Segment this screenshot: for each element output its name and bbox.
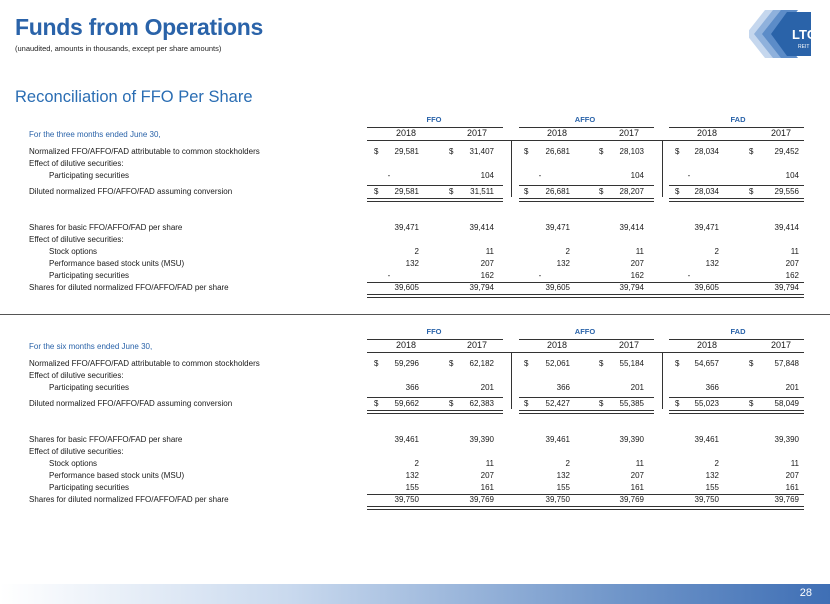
cell-value: 31,407 [469, 147, 494, 156]
period-label: For the six months ended June 30, [29, 342, 153, 351]
cell-value: 39,461 [694, 435, 719, 444]
cell-value: 62,182 [469, 359, 494, 368]
cell-value: 11 [635, 247, 644, 256]
year-header: 2017 [466, 128, 488, 138]
year-header: 2017 [466, 340, 488, 350]
cell-value: 366 [705, 383, 719, 392]
currency-symbol: $ [749, 187, 754, 196]
cell-value: 39,769 [774, 495, 799, 504]
section-separator [0, 314, 830, 315]
currency-symbol: $ [599, 359, 604, 368]
year-header: 2018 [696, 340, 718, 350]
cell-value: 62,383 [469, 399, 494, 408]
table-row [29, 159, 804, 170]
cell-value: 39,471 [694, 223, 719, 232]
total-double-rule [367, 198, 503, 202]
cell-value: 52,061 [545, 359, 570, 368]
subtotal-rule [519, 397, 654, 398]
total-double-rule [669, 410, 804, 414]
currency-symbol: $ [374, 359, 379, 368]
cell-value: 52,427 [545, 399, 570, 408]
currency-symbol: $ [599, 399, 604, 408]
subtotal-rule [669, 397, 804, 398]
cell-value: 162 [480, 271, 494, 280]
currency-symbol: $ [374, 187, 379, 196]
cell-value: 58,049 [774, 399, 799, 408]
group-header: FFO [426, 327, 442, 336]
cell-value: 11 [635, 459, 644, 468]
total-double-rule [367, 506, 804, 510]
cell-value: 162 [630, 271, 644, 280]
row-label: Normalized FFO/AFFO/FAD attributable to common stockholders [29, 359, 260, 368]
cell-value: 39,414 [774, 223, 799, 232]
row-label: Participating securities [49, 383, 130, 392]
cell-value: 39,471 [545, 223, 570, 232]
year-header: 2017 [770, 340, 792, 350]
page-subtitle: (unaudited, amounts in thousands, except per share amounts) [15, 44, 222, 53]
currency-symbol: $ [524, 399, 529, 408]
group-header: FAD [730, 327, 746, 336]
year-header: 2017 [618, 128, 640, 138]
year-underline [367, 352, 804, 353]
cell-value: - [387, 171, 391, 180]
subtotal-rule [669, 185, 804, 186]
cell-value: 132 [556, 471, 570, 480]
currency-symbol: $ [449, 399, 454, 408]
cell-value: 132 [405, 471, 419, 480]
cell-value: 207 [630, 471, 644, 480]
section-title: Reconciliation of FFO Per Share [15, 88, 253, 106]
currency-symbol: $ [449, 359, 454, 368]
cell-value: 207 [480, 259, 494, 268]
cell-value: 29,581 [394, 147, 419, 156]
cell-value: 201 [630, 383, 644, 392]
table-row [29, 371, 804, 382]
currency-symbol: $ [599, 187, 604, 196]
currency-symbol: $ [749, 359, 754, 368]
table-row [29, 359, 804, 370]
cell-value: 39,461 [545, 435, 570, 444]
total-double-rule [367, 294, 804, 298]
year-header: 2018 [395, 340, 417, 350]
cell-value: 59,296 [394, 359, 419, 368]
cell-value: 55,023 [694, 399, 719, 408]
subtotal-rule [367, 185, 503, 186]
year-header: 2018 [696, 128, 718, 138]
cell-value: 26,681 [545, 187, 570, 196]
cell-value: 39,390 [774, 435, 799, 444]
year-underline [367, 140, 804, 141]
cell-value: 11 [485, 247, 494, 256]
cell-value: 29,452 [774, 147, 799, 156]
cell-value: 31,511 [470, 187, 494, 196]
ltc-reit-logo [749, 6, 815, 62]
cell-value: 207 [630, 259, 644, 268]
cell-value: 104 [785, 171, 799, 180]
cell-value: 28,034 [694, 147, 719, 156]
period-label: For the three months ended June 30, [29, 130, 161, 139]
cell-value: 39,794 [774, 283, 799, 292]
cell-value: 39,605 [545, 283, 570, 292]
row-label: Normalized FFO/AFFO/FAD attributable to common stockholders [29, 147, 260, 156]
table-row [29, 399, 804, 410]
cell-value: 55,385 [619, 399, 644, 408]
row-label: Effect of dilutive securities: [29, 235, 124, 244]
subtotal-rule [519, 185, 654, 186]
row-label: Participating securities [49, 483, 130, 492]
page-number: 28 [799, 587, 812, 599]
cell-value: - [538, 171, 542, 180]
row-label: Shares for diluted normalized FFO/AFFO/FAD per share [29, 495, 229, 504]
row-label: Shares for basic FFO/AFFO/FAD per share [29, 223, 183, 232]
cell-value: 366 [556, 383, 570, 392]
table-row [29, 235, 804, 246]
cell-value: 366 [405, 383, 419, 392]
group-header: AFFO [574, 115, 596, 124]
cell-value: 39,769 [619, 495, 644, 504]
year-header: 2017 [770, 128, 792, 138]
year-header: 2018 [395, 128, 417, 138]
cell-value: - [387, 271, 391, 280]
row-label: Diluted normalized FFO/AFFO/FAD assuming conversion [29, 187, 233, 196]
cell-value: 28,103 [619, 147, 644, 156]
cell-value: 39,390 [469, 435, 494, 444]
currency-symbol: $ [675, 147, 680, 156]
cell-value: 104 [480, 171, 494, 180]
cell-value: 39,794 [469, 283, 494, 292]
cell-value: - [538, 271, 542, 280]
currency-symbol: $ [675, 399, 680, 408]
currency-symbol: $ [749, 147, 754, 156]
cell-value: 207 [785, 259, 799, 268]
cell-value: 207 [785, 471, 799, 480]
currency-symbol: $ [374, 399, 379, 408]
footer-bar [0, 584, 830, 604]
group-header: FAD [730, 115, 746, 124]
cell-value: 2 [414, 247, 419, 256]
currency-symbol: $ [449, 187, 454, 196]
currency-symbol: $ [524, 147, 529, 156]
row-label: Effect of dilutive securities: [29, 159, 124, 168]
cell-value: 2 [714, 247, 719, 256]
cell-value: 161 [480, 483, 494, 492]
cell-value: 2 [565, 247, 570, 256]
cell-value: 39,461 [394, 435, 419, 444]
table-row [29, 483, 804, 494]
cell-value: 2 [414, 459, 419, 468]
ltc-logo-icon [749, 6, 815, 62]
cell-value: 26,681 [545, 147, 570, 156]
cell-value: 201 [480, 383, 494, 392]
total-double-rule [669, 198, 804, 202]
row-label: Participating securities [49, 171, 130, 180]
table-row [29, 187, 804, 198]
cell-value: 161 [630, 483, 644, 492]
currency-symbol: $ [524, 187, 529, 196]
cell-value: 57,848 [774, 359, 799, 368]
subtotal-rule [367, 494, 804, 495]
currency-symbol: $ [599, 147, 604, 156]
cell-value: 39,769 [469, 495, 494, 504]
table-row [29, 247, 804, 258]
cell-value: 104 [630, 171, 644, 180]
cell-value: 207 [480, 471, 494, 480]
group-header: AFFO [574, 327, 596, 336]
logo-text: LTC [792, 27, 815, 42]
cell-value: 39,605 [394, 283, 419, 292]
total-double-rule [519, 410, 654, 414]
cell-value: 39,414 [619, 223, 644, 232]
table-row [29, 435, 804, 446]
cell-value: 39,414 [469, 223, 494, 232]
table-row [29, 259, 804, 270]
year-header: 2018 [546, 128, 568, 138]
group-header: FFO [426, 115, 442, 124]
currency-symbol: $ [749, 399, 754, 408]
cell-value: 39,794 [619, 283, 644, 292]
table-row [29, 147, 804, 158]
row-label: Diluted normalized FFO/AFFO/FAD assuming conversion [29, 399, 233, 408]
row-label: Stock options [49, 459, 98, 468]
cell-value: 59,662 [394, 399, 419, 408]
cell-value: 11 [790, 247, 799, 256]
table-row [29, 283, 804, 294]
currency-symbol: $ [524, 359, 529, 368]
subtotal-rule [367, 397, 503, 398]
table-row [29, 223, 804, 234]
cell-value: - [687, 171, 691, 180]
table-row [29, 495, 804, 506]
cell-value: 161 [785, 483, 799, 492]
table-row [29, 447, 804, 458]
year-header: 2017 [618, 340, 640, 350]
currency-symbol: $ [675, 187, 680, 196]
table-row [29, 171, 804, 182]
currency-symbol: $ [374, 147, 379, 156]
table-row [29, 471, 804, 482]
row-label: Performance based stock units (MSU) [49, 259, 185, 268]
cell-value: 132 [405, 259, 419, 268]
table-row [29, 271, 804, 282]
cell-value: 29,556 [774, 187, 799, 196]
subtotal-rule [367, 282, 804, 283]
cell-value: 39,390 [619, 435, 644, 444]
currency-symbol: $ [675, 359, 680, 368]
cell-value: 54,657 [694, 359, 719, 368]
table-row [29, 459, 804, 470]
table-row [29, 383, 804, 394]
cell-value: 2 [714, 459, 719, 468]
page-title: Funds from Operations [15, 14, 263, 40]
row-label: Effect of dilutive securities: [29, 447, 124, 456]
cell-value: 201 [785, 383, 799, 392]
cell-value: 155 [705, 483, 719, 492]
currency-symbol: $ [449, 147, 454, 156]
cell-value: 11 [485, 459, 494, 468]
logo-subtext: REIT [798, 44, 810, 50]
row-label: Performance based stock units (MSU) [49, 471, 185, 480]
year-header: 2018 [546, 340, 568, 350]
cell-value: - [687, 271, 691, 280]
cell-value: 28,034 [694, 187, 719, 196]
cell-value: 155 [556, 483, 570, 492]
cell-value: 155 [405, 483, 419, 492]
cell-value: 132 [556, 259, 570, 268]
cell-value: 162 [785, 271, 799, 280]
cell-value: 39,471 [394, 223, 419, 232]
row-label: Participating securities [49, 271, 130, 280]
cell-value: 39,605 [694, 283, 719, 292]
row-label: Effect of dilutive securities: [29, 371, 124, 380]
cell-value: 39,750 [694, 495, 719, 504]
cell-value: 55,184 [619, 359, 644, 368]
cell-value: 39,750 [545, 495, 570, 504]
cell-value: 28,207 [619, 187, 644, 196]
cell-value: 29,581 [394, 187, 419, 196]
row-label: Stock options [49, 247, 98, 256]
cell-value: 132 [705, 259, 719, 268]
total-double-rule [367, 410, 503, 414]
cell-value: 2 [565, 459, 570, 468]
cell-value: 39,750 [394, 495, 419, 504]
row-label: Shares for diluted normalized FFO/AFFO/FAD per share [29, 283, 229, 292]
cell-value: 11 [790, 459, 799, 468]
cell-value: 132 [705, 471, 719, 480]
row-label: Shares for basic FFO/AFFO/FAD per share [29, 435, 183, 444]
total-double-rule [519, 198, 654, 202]
